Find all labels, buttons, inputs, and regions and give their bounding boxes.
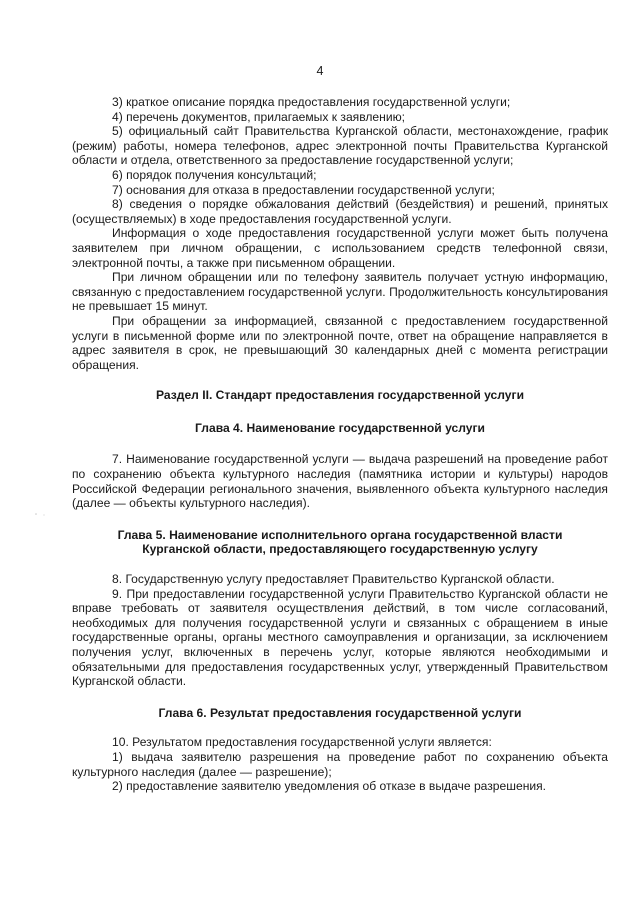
chapter-heading: Глава 6. Результат предоставления государственной услуги <box>158 705 522 720</box>
list-item: 7) основания для отказа в предоставлении государственной услуги; <box>112 182 495 197</box>
list-item: 1) выдача заявителю разрешения на проведение работ по сохранению объекта культурного наследия (далее — разрешение); <box>72 749 608 779</box>
paragraph: 10. Результатом предоставления государственной услуги является: <box>112 735 492 750</box>
list-item: 3) краткое описание порядка предоставления государственной услуги; <box>112 95 511 109</box>
page-number: 4 <box>316 64 324 78</box>
list-item: 6) порядок получения консультаций; <box>112 167 317 182</box>
page-content <box>72 95 608 794</box>
chapter-heading-line: Курганской области, предоставляющего государственную услугу <box>142 542 538 557</box>
paragraph: При личном обращении или по телефону заявитель получает устную информацию, связанную с предоставлением государственной услуги. Продолжительность консультирования не превышает 15 минут. <box>72 270 608 314</box>
section-heading: Раздел II. Стандарт предоставления государственной услуги <box>155 388 524 403</box>
chapter-heading: Глава 4. Наименование государственной услуги <box>195 420 485 435</box>
paragraph: 9. При предоставлении государственной услуги Правительство Курганской области не вправе требовать от заявителя осуществления действий, в том числе согласований, необходимых для получения государственной услуги и связанных с обращением в иные государственные органы, органы местного самоуправления и организации, за исключением получения услуг, включенных в перечень услуг, которые являются необходимыми и обязательными для предоставления государственных услуг, утвержденный Правительством Курганской области. <box>72 586 608 689</box>
list-item: 5) официальный сайт Правительства Курганской области, местонахождение, график (режим) работы, номера телефонов, адрес электронной почты Правительства Курганской области и отдела, ответственного за предоставление государственной услуги; <box>72 124 608 168</box>
list-item: 8) сведения о порядке обжалования действий (бездействия) и решений, принятых (осуществляемых) в ходе предоставления государственной услуги. <box>72 197 608 226</box>
paragraph: Информация о ходе предоставления государственной услуги может быть получена заявителем при личном обращении, с использованием средств телефонной связи, электронной почты, а также при письменном обращении. <box>72 226 608 270</box>
list-item: 2) предоставление заявителю уведомления об отказе в выдаче разрешения. <box>112 779 547 794</box>
chapter-heading-line: Глава 5. Наименование исполнительного органа государственной власти <box>117 527 563 542</box>
scan-speck-icon <box>30 504 70 524</box>
scan-margin-speck <box>30 504 70 524</box>
list-item: 4) перечень документов, прилагаемых к заявлению; <box>112 109 406 124</box>
chapter-heading <box>72 528 608 557</box>
info-list <box>72 95 608 372</box>
paragraph: 8. Государственную услугу предоставляет Правительство Курганской области. <box>112 572 555 587</box>
paragraph: 7. Наименование государственной услуги — выдача разрешений на проведение работ по сохранению объекта культурного наследия (памятника истории и культуры) народов Российской Федерации регионального значения, выявленного объекта культурного наследия (далее — объекты культурного наследия). <box>72 452 608 511</box>
paragraph: При обращении за информацией, связанной с предоставлением государственной услуги в письменной форме или по электронной почте, ответ на обращение направляется в адрес заявителя в срок, не превышающий 30 календарных дней с момента регистрации обращения. <box>72 313 608 372</box>
